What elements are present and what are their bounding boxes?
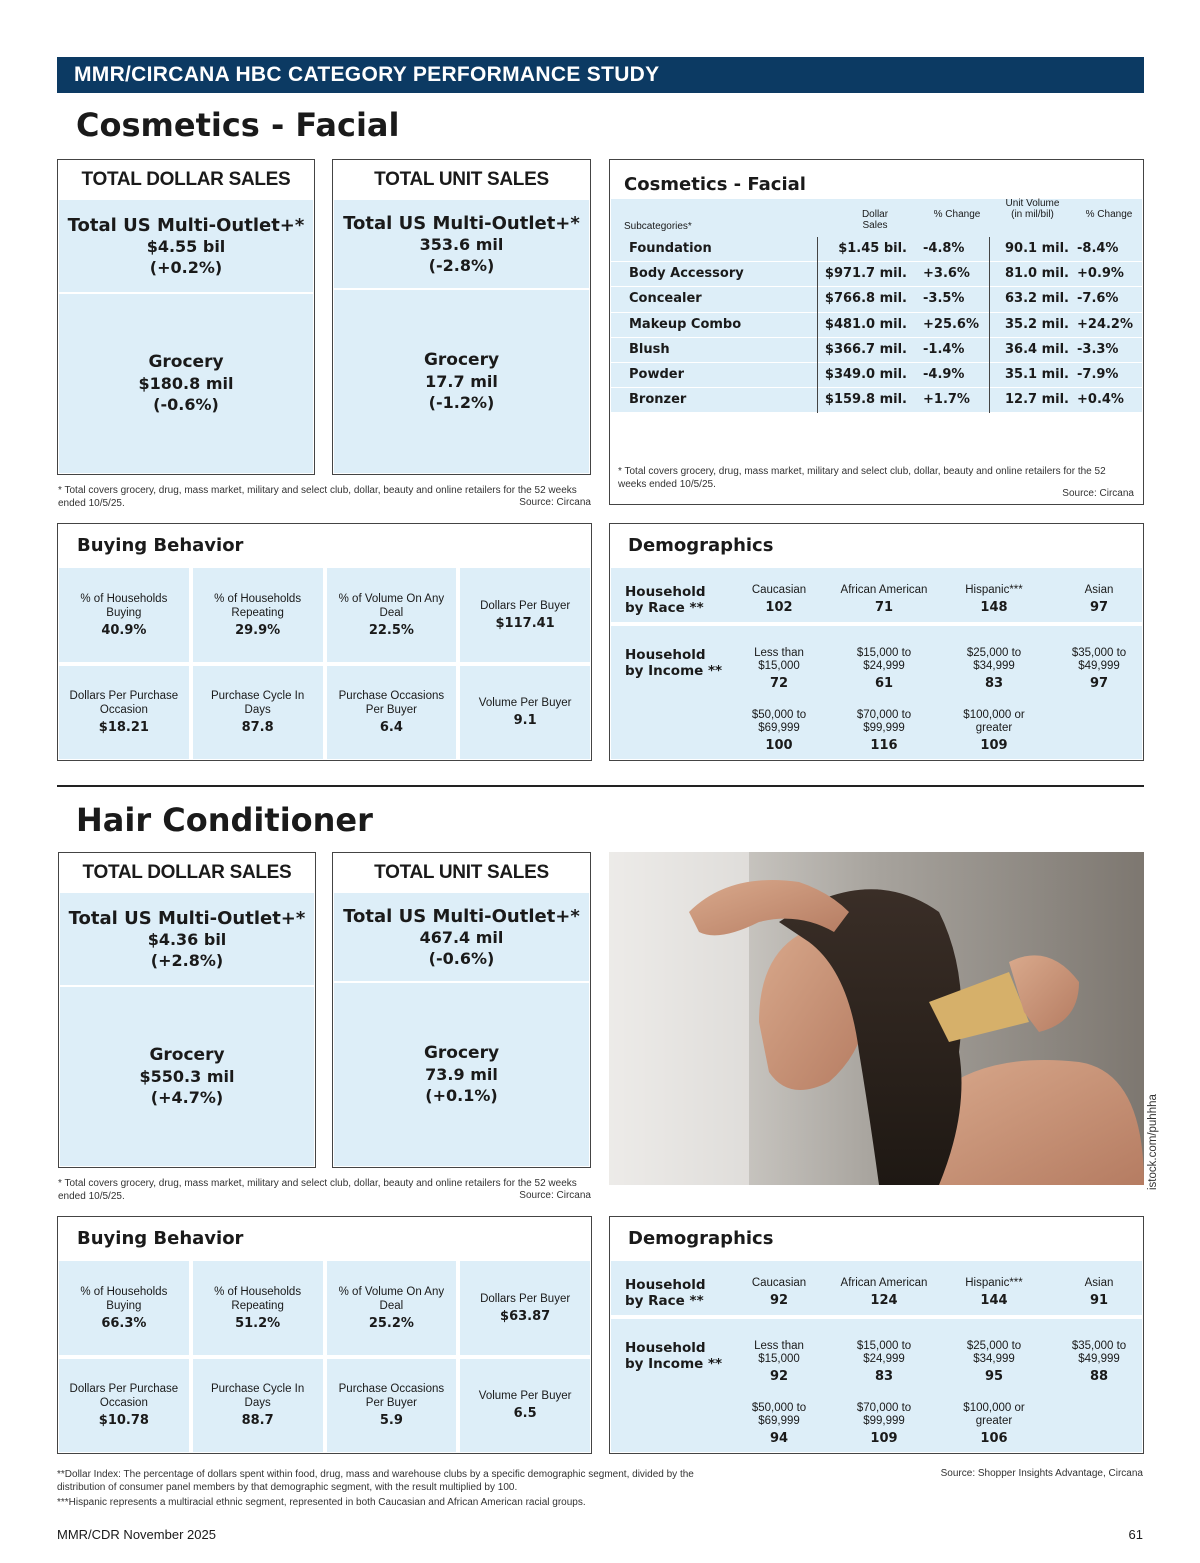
total-us-label: Total US Multi-Outlet+* [343,905,580,927]
unit-volume: 81.0 mil. [1005,266,1069,282]
box-header: TOTAL UNIT SALES [374,862,549,883]
metric-value: 87.8 [241,720,274,736]
income-range: $35,000 to $49,999 [1071,1340,1127,1365]
race-label-text: African American [840,1277,928,1289]
photo-credit-text: istock.com/puhhha [1147,1094,1159,1190]
race-value: 102 [765,600,793,615]
income-range: $50,000 to $69,999 [751,1402,807,1427]
race-column [724,584,834,614]
cosmetics-dollar-sales-box [57,159,315,475]
col-header-pct-change-units: % Change [1085,209,1133,220]
race-column [829,584,939,614]
buying-metric [59,568,189,662]
cosmetics-unit-sales-box [332,159,591,475]
metric-label: Dollars Per Buyer [480,1292,571,1305]
buying-metric [327,568,457,662]
subcategory-name: Blush [629,341,670,357]
hair-buying-behavior [57,1216,592,1454]
income-range: $35,000 to $49,999 [1071,647,1127,672]
race-column [939,584,1049,614]
table-row [611,363,1142,388]
subcategory-name: Makeup Combo [629,316,742,332]
metric-label: Purchase Occasions Per Buyer [338,690,445,717]
subcategory-name: Foundation [629,241,712,256]
metric-value: 40.9% [101,622,147,638]
income-value: 61 [874,676,894,691]
metric-value: 51.2% [235,1315,281,1331]
demographics-body [611,568,1142,759]
unit-volume: 12.7 mil. [1005,392,1069,408]
grocery-label: Grocery [423,1043,500,1063]
metric-value: $117.41 [495,615,555,631]
total-us-panel [334,200,589,288]
race-value: 144 [980,1293,1008,1308]
grocery-panel [60,987,314,1166]
buying-metric [460,568,590,662]
income-range: $100,000 or greater [963,709,1025,734]
dollar-sales: $481.0 mil. [824,316,907,332]
buying-metric [460,666,590,760]
metric-label: % of Volume On Any Deal [338,592,445,619]
metric-value: 9.1 [513,713,537,729]
income-column [724,647,834,690]
race-label-text: African American [840,584,928,596]
col-header-unit-volume: Unit Volume (in mil/bil) [1005,198,1060,220]
income-range: $25,000 to $34,999 [966,647,1022,672]
subcategory-footnote: * Total covers grocery, drug, mass market, military and select club, dollar, beauty and online retailers for the 52 weeks ended 10/5/25. [618,466,1106,490]
race-label: Household by Race ** [625,1277,706,1309]
hispanic-footnote: ***Hispanic represents a multiracial ethnic segment, represented in both Caucasian and African American racial groups. [57,1497,586,1508]
income-column [939,1340,1049,1383]
subcategory-title: Cosmetics - Facial [624,174,806,195]
col-header-subcategories: Subcategories* [624,221,692,232]
unit-volume: 90.1 mil. [1005,241,1069,256]
race-label-text: Asian [1084,584,1114,596]
dollar-sales: $159.8 mil. [824,392,907,408]
income-value: 72 [769,676,789,691]
buying-metric [327,1359,457,1453]
cosmetics-sales-source: Source: Circana [519,497,591,508]
race-column [829,1277,939,1307]
buying-metric [59,1359,189,1453]
hair-unit-sales-box [332,852,591,1168]
race-value: 92 [769,1293,789,1308]
total-us-value: 467.4 mil [419,927,504,947]
section-title-cosmetics: Cosmetics - Facial [76,106,400,144]
subcategory-name: Concealer [629,291,702,307]
metric-value: 6.5 [513,1406,537,1422]
grocery-value: $180.8 mil [138,374,234,393]
grocery-change: (+0.1%) [425,1086,498,1105]
metric-value: 25.2% [368,1315,414,1331]
total-us-panel [59,200,313,292]
race-label: Household by Race ** [625,584,706,616]
table-divider [989,237,990,413]
race-label-text: Hispanic*** [965,1277,1023,1289]
total-us-value: 353.6 mil [419,234,504,254]
metric-label: Dollars Per Buyer [480,599,571,612]
income-column [829,709,939,752]
race-value: 148 [980,600,1008,615]
income-value: 97 [1089,676,1109,691]
metric-label: Dollars Per Purchase Occasion [69,690,179,717]
table-row [611,338,1142,363]
section-divider [57,785,1144,787]
dollar-sales: $1.45 bil. [838,241,907,256]
unit-change: -8.4% [1077,241,1119,256]
race-value: 97 [1089,600,1109,615]
income-column [829,647,939,690]
buying-behavior-title: Buying Behavior [77,535,244,556]
col-header-pct-change: % Change [933,209,981,220]
buying-metric [59,1261,189,1355]
total-us-value: $4.36 bil [147,929,227,949]
section-title-hair: Hair Conditioner [76,801,373,839]
metric-label: Purchase Occasions Per Buyer [338,1383,445,1410]
total-us-change: (+0.2%) [149,257,223,277]
income-value: 94 [769,1431,789,1446]
buying-grid [59,1261,590,1452]
dollar-sales: $366.7 mil. [824,341,907,357]
metric-value: 5.9 [379,1413,403,1429]
metric-value: 29.9% [235,622,281,638]
box-header: TOTAL UNIT SALES [374,169,549,190]
metric-label: Purchase Cycle In Days [210,1383,305,1410]
dollar-change: +3.6% [923,266,970,282]
unit-change: +0.4% [1077,392,1124,408]
income-column [1044,647,1154,690]
metric-label: Dollars Per Purchase Occasion [69,1383,179,1410]
subcategory-name: Bronzer [629,392,687,408]
buying-metric [59,666,189,760]
income-value: 88 [1089,1369,1109,1384]
unit-change: +0.9% [1077,266,1124,282]
income-value: 83 [984,676,1004,691]
metric-label: % of Households Repeating [214,592,302,619]
income-value: 109 [870,1431,898,1446]
buying-grid [59,568,590,759]
cosmetics-demographics [609,523,1144,761]
income-label: Household by Income ** [625,1340,723,1372]
income-value: 92 [769,1369,789,1384]
unit-volume: 35.2 mil. [1005,316,1069,332]
income-column [829,1402,939,1445]
metric-label: Volume Per Buyer [478,1390,572,1403]
cosmetics-subcategory-panel [609,159,1144,505]
dollar-change: +25.6% [923,316,979,332]
income-range: $25,000 to $34,999 [966,1340,1022,1365]
race-label-text: Hispanic*** [965,584,1023,596]
photo-credit [1147,1082,1161,1192]
buying-behavior-title: Buying Behavior [77,1228,244,1249]
income-range: $70,000 to $99,999 [856,1402,912,1427]
income-column [724,709,834,752]
total-us-change: (-2.8%) [428,255,495,275]
hair-demographics [609,1216,1144,1454]
buying-metric [460,1359,590,1453]
metric-value: 88.7 [241,1413,274,1429]
total-us-label: Total US Multi-Outlet+* [67,214,305,236]
hair-sales-footnote: * Total covers grocery, drug, mass market, military and select club, dollar, beauty and online retailers for the 52 weeks ended 10/5/25. [58,1178,577,1202]
income-label: Household by Income ** [625,647,723,679]
grocery-label: Grocery [423,350,500,370]
income-range: $70,000 to $99,999 [856,709,912,734]
income-value: 95 [984,1369,1004,1384]
race-column [1044,584,1154,614]
unit-change: -7.6% [1077,291,1119,307]
metric-label: Purchase Cycle In Days [210,690,305,717]
income-range: $100,000 or greater [963,1402,1025,1427]
grocery-change: (-1.2%) [428,393,495,412]
metric-value: 6.4 [379,720,403,736]
race-value: 71 [874,600,894,615]
income-value: 116 [870,738,898,753]
total-us-panel [334,893,589,981]
table-row [611,237,1142,262]
cosmetics-sales-footnote: * Total covers grocery, drug, mass market, military and select club, dollar, beauty and online retailers for the 52 weeks ended 10/5/25. [58,485,577,509]
race-value: 91 [1089,1293,1109,1308]
hair-sales-source: Source: Circana [519,1190,591,1201]
buying-metric [327,666,457,760]
grocery-change: (+4.7%) [150,1088,224,1107]
income-column [829,1340,939,1383]
income-column [724,1340,834,1383]
dollar-sales: $349.0 mil. [824,366,907,382]
grocery-panel [59,294,313,473]
table-row [611,287,1142,312]
income-column [1044,1340,1154,1383]
metric-label: % of Volume On Any Deal [338,1285,445,1312]
buying-metric [327,1261,457,1355]
income-range: $15,000 to $24,999 [856,1340,912,1365]
grocery-label: Grocery [149,1045,225,1065]
metric-label: % of Households Buying [80,592,168,619]
race-label-text: Caucasian [751,1277,807,1289]
buying-metric [193,568,323,662]
grocery-panel [334,290,589,473]
table-row [611,313,1142,338]
subcategory-table [611,237,1142,413]
unit-volume: 63.2 mil. [1005,291,1069,307]
income-range: $50,000 to $69,999 [751,709,807,734]
box-header: TOTAL DOLLAR SALES [81,169,291,190]
dollar-sales: $971.7 mil. [824,266,907,282]
metric-value: 66.3% [101,1315,147,1331]
income-value: 106 [980,1431,1008,1446]
income-range: Less than $15,000 [754,1340,804,1365]
metric-value: 22.5% [368,622,414,638]
subcategory-name: Body Accessory [629,266,744,282]
hair-conditioner-photo [609,852,1144,1185]
income-value: 109 [980,738,1008,753]
income-column [939,647,1049,690]
total-us-value: $4.55 bil [146,236,226,256]
buying-metric [193,1359,323,1453]
dollar-index-footnote: **Dollar Index: The percentage of dollars spent within food, drug, mass and warehouse clubs by a specific demographic segment, divided by the distribution of consumer panel members by that demographic segment, with the result multiplied by 100. [57,1469,694,1493]
dollar-change: -4.8% [923,241,965,256]
footer-publication: MMR/CDR November 2025 [57,1527,216,1542]
dollar-change: -1.4% [923,341,965,357]
unit-volume: 36.4 mil. [1005,341,1069,357]
income-value: 83 [874,1369,894,1384]
total-us-change: (-0.6%) [428,948,495,968]
race-column [724,1277,834,1307]
page-banner: MMR/CIRCANA HBC CATEGORY PERFORMANCE STUDY [57,57,1144,93]
table-row [611,262,1142,287]
dollar-sales: $766.8 mil. [824,291,907,307]
race-label-text: Asian [1084,1277,1114,1289]
income-value: 100 [765,738,793,753]
metric-value: $10.78 [98,1413,149,1429]
income-column [724,1402,834,1445]
total-us-label: Total US Multi-Outlet+* [343,212,580,234]
grocery-label: Grocery [148,352,224,372]
cosmetics-buying-behavior [57,523,592,761]
income-range: Less than $15,000 [754,647,804,672]
box-header: TOTAL DOLLAR SALES [82,862,292,883]
buying-metric [460,1261,590,1355]
dollar-change: -4.9% [923,366,965,382]
grocery-value: 73.9 mil [425,1065,498,1084]
subcategory-name: Powder [629,366,685,382]
dollar-change: +1.7% [923,392,970,408]
col-header-dollar-sales: Dollar Sales [861,209,889,231]
demographics-title: Demographics [628,1228,774,1249]
grocery-change: (-0.6%) [153,395,219,414]
metric-label: Volume Per Buyer [478,697,572,710]
metric-label: % of Households Buying [80,1285,168,1312]
unit-volume: 35.1 mil. [1005,366,1069,382]
race-column [1044,1277,1154,1307]
total-us-change: (+2.8%) [150,950,224,970]
subcategory-source: Source: Circana [1062,488,1134,499]
unit-change: +24.2% [1077,316,1133,332]
demographics-source: Source: Shopper Insights Advantage, Circana [940,1468,1143,1479]
footer-page-number: 61 [1128,1527,1143,1542]
race-column [939,1277,1049,1307]
buying-metric [193,666,323,760]
hair-dollar-sales-box [58,852,316,1168]
table-divider [817,237,818,413]
income-column [939,709,1049,752]
total-us-label: Total US Multi-Outlet+* [68,907,306,929]
metric-value: $63.87 [500,1308,551,1324]
race-value: 124 [870,1293,898,1308]
demographics-title: Demographics [628,535,774,556]
dollar-change: -3.5% [923,291,965,307]
demographics-body [611,1261,1142,1452]
unit-change: -7.9% [1077,366,1119,382]
metric-value: $18.21 [98,720,149,736]
income-range: $15,000 to $24,999 [856,647,912,672]
buying-metric [193,1261,323,1355]
total-us-panel [60,893,314,985]
unit-change: -3.3% [1077,341,1119,357]
table-row [611,388,1142,413]
woman-combing-hair-image [609,852,1144,1185]
metric-label: % of Households Repeating [214,1285,302,1312]
race-label-text: Caucasian [751,584,807,596]
income-column [939,1402,1049,1445]
grocery-panel [334,983,589,1166]
grocery-value: $550.3 mil [139,1067,235,1086]
grocery-value: 17.7 mil [425,372,498,391]
